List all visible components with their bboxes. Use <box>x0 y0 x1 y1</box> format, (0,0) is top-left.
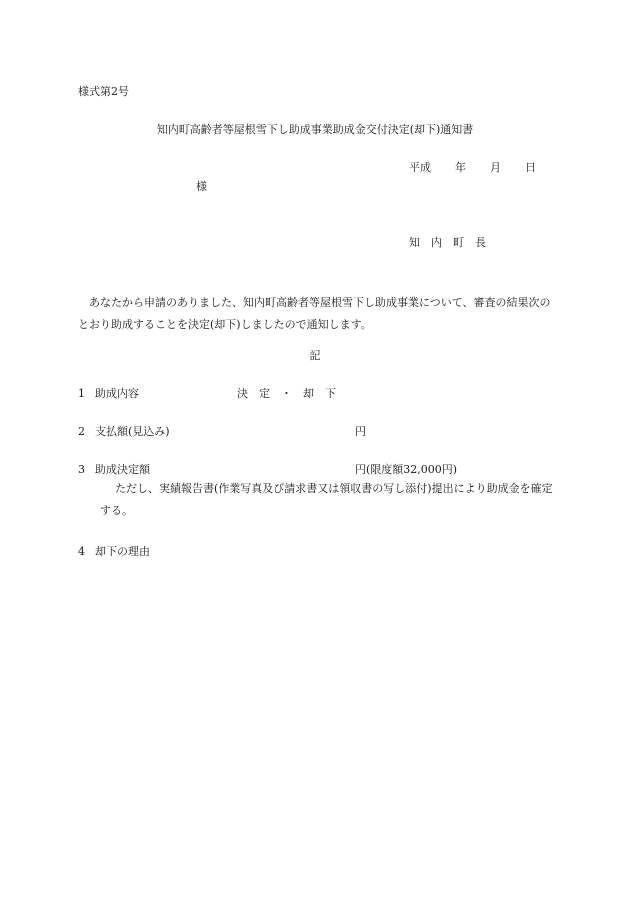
item-3-unit: 円(限度額32,000円) <box>355 463 458 476</box>
item-2-unit: 円 <box>355 425 366 438</box>
decision-options: 決 定 ・ 却 下 <box>237 387 336 400</box>
sender-name: 知 内 町 長 <box>409 236 486 249</box>
item-3-note: ただし、実績報告書(作業写真及び請求書又は領収書の写し添付)提出により助成金を確定する。 <box>100 482 553 517</box>
item-4-label: 却下の理由 <box>95 545 150 558</box>
item-2-label: 支払額(見込み) <box>95 425 170 438</box>
item-3-number: 3 <box>78 463 85 476</box>
item-1-label: 助成内容 <box>95 387 139 400</box>
item-2-number: 2 <box>78 425 85 438</box>
item-3-label: 助成決定額 <box>95 463 150 476</box>
item-1-number: 1 <box>78 387 85 400</box>
document-title: 知内町高齢者等屋根雪下し助成事業助成金交付決定(却下)通知書 <box>156 123 474 136</box>
date-line <box>409 162 536 173</box>
form-number: 様式第2号 <box>78 85 129 98</box>
ki-heading: 記 <box>309 349 321 362</box>
date-month-label: 月 <box>490 161 501 174</box>
date-era: 平成 <box>409 161 431 174</box>
item-4-number: 4 <box>78 545 85 558</box>
recipient-honorific: 様 <box>196 180 207 193</box>
date-year-label: 年 <box>455 161 466 174</box>
date-day-label: 日 <box>525 161 536 174</box>
body-paragraph: あなたから申請のありました、知内町高齢者等屋根雪下し助成事業について、審査の結果次のとおり助成することを決定(却下)しましたので通知します。 <box>78 296 551 331</box>
